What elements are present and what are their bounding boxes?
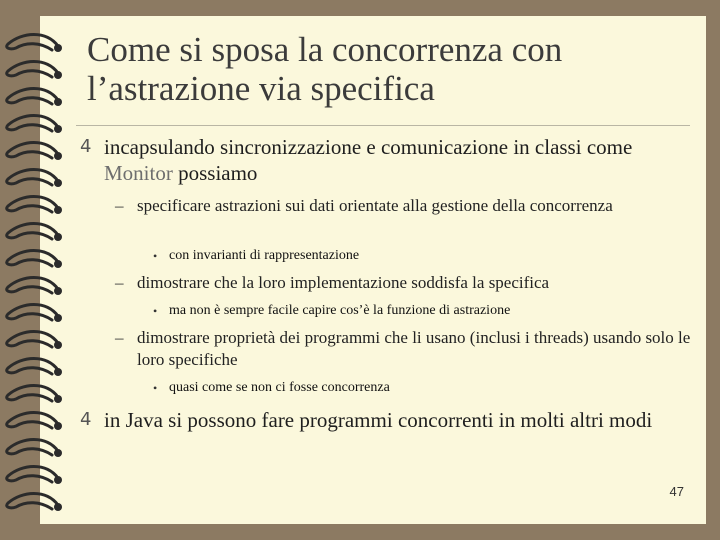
en-dash-bullet: – bbox=[115, 273, 124, 292]
bullet-1-3 bbox=[115, 327, 697, 371]
bullet-1-3-1-text: quasi come se non ci fosse concorrenza bbox=[169, 380, 390, 395]
binding-ring bbox=[7, 89, 62, 107]
binding-ring bbox=[7, 332, 62, 350]
dot-bullet: • bbox=[153, 304, 158, 318]
bullet-1-1-1-text: con invarianti di rappresentazione bbox=[169, 248, 360, 263]
bullet-2-text: in Java si possono fare programmi concorrenti in molti altri modi bbox=[104, 408, 653, 432]
binding-ring bbox=[7, 116, 62, 134]
binding-ring bbox=[7, 305, 62, 323]
binding-ring bbox=[7, 467, 62, 485]
en-dash-bullet: – bbox=[115, 196, 124, 215]
binding-ring bbox=[7, 440, 62, 458]
binding-ring bbox=[7, 143, 62, 161]
numeral-four-bullet: 4 bbox=[80, 136, 92, 157]
bullet-1-1-text: specificare astrazioni sui dati orientate alla gestione della concorrenza bbox=[137, 196, 613, 215]
dot-bullet: • bbox=[153, 249, 158, 263]
title-divider bbox=[76, 125, 690, 126]
page-number: 47 bbox=[669, 484, 684, 499]
binding-ring bbox=[7, 35, 62, 53]
bullet-1-2 bbox=[115, 272, 697, 294]
bullet-2 bbox=[80, 407, 694, 433]
binding-ring bbox=[7, 386, 62, 404]
binding-ring bbox=[7, 359, 62, 377]
dot-bullet: • bbox=[153, 381, 158, 395]
bullet-1-3-1 bbox=[153, 379, 689, 397]
binding-ring bbox=[7, 197, 62, 215]
binding-ring bbox=[7, 62, 62, 80]
bullet-1 bbox=[80, 134, 694, 186]
binding-ring bbox=[7, 494, 62, 512]
monitor-term: Monitor bbox=[104, 161, 173, 185]
bullet-1-2-1-text: ma non è sempre facile capire cos’è la funzione di astrazione bbox=[169, 303, 511, 318]
bullet-1-text-start: incapsulando sincronizzazione e comunicazione in classi come bbox=[104, 135, 633, 159]
binding-ring bbox=[7, 170, 62, 188]
spiral-binding-icon bbox=[0, 0, 80, 540]
bullet-1-text-end: possiamo bbox=[172, 161, 258, 185]
bullet-1-1 bbox=[115, 195, 697, 217]
en-dash-bullet: – bbox=[115, 328, 124, 347]
bullet-1-2-text: dimostrare che la loro implementazione soddisfa la specifica bbox=[137, 273, 550, 292]
slide-title: Come si sposa la concorrenza con l’astrazione via specifica bbox=[87, 30, 563, 108]
bullet-1-2-1 bbox=[153, 302, 689, 320]
binding-ring bbox=[7, 413, 62, 431]
binding-ring bbox=[7, 251, 62, 269]
binding-ring bbox=[7, 224, 62, 242]
bullet-1-1-1 bbox=[153, 247, 689, 265]
bullet-1-3-text: dimostrare proprietà dei programmi che li usano (inclusi i threads) usando solo le loro specifiche bbox=[137, 328, 691, 369]
binding-ring bbox=[7, 278, 62, 296]
numeral-four-bullet: 4 bbox=[80, 409, 92, 430]
